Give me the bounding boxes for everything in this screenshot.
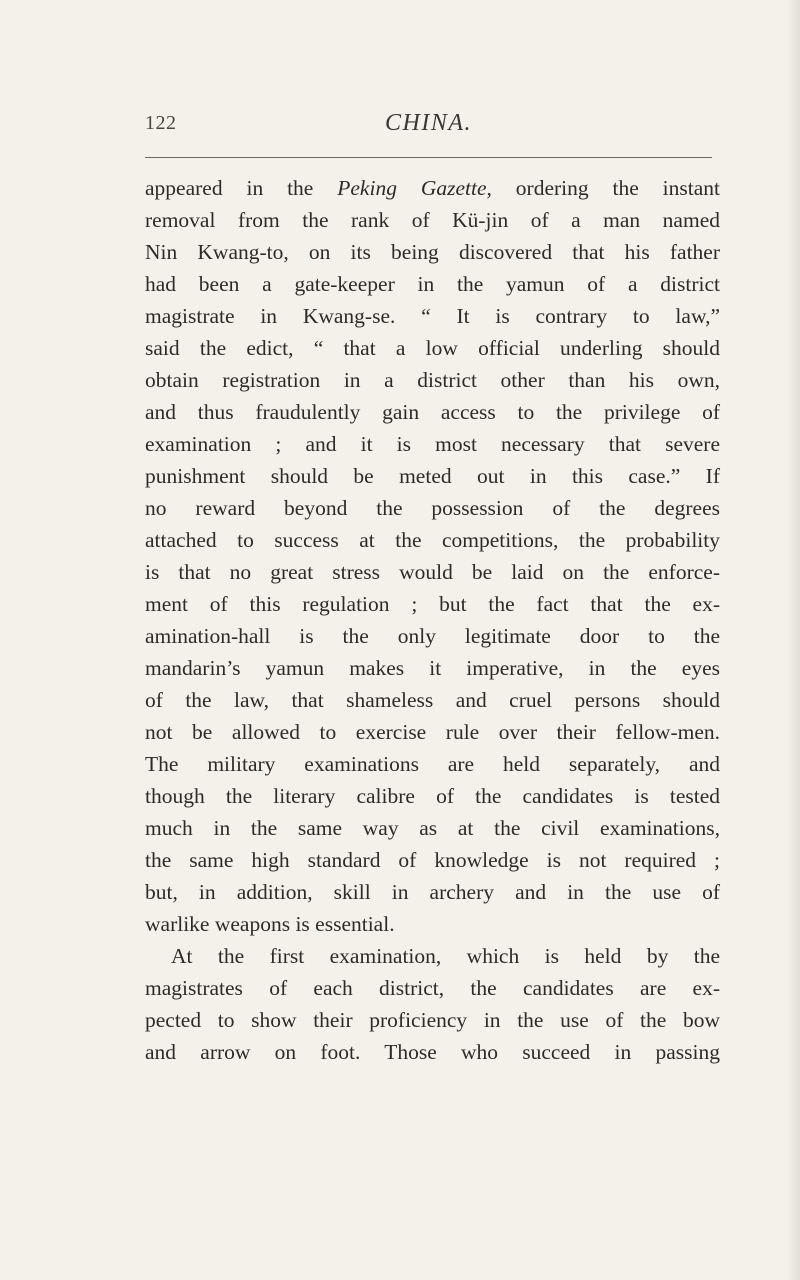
text-line: much in the same way as at the civil examinations, — [145, 816, 720, 840]
text-line: of the law, that shameless and cruel persons should — [145, 688, 720, 712]
text-line: not be allowed to exercise rule over their fellow-men. — [145, 720, 720, 744]
text-line: ment of this regulation ; but the fact that the ex- — [145, 592, 720, 616]
page-number: 122 — [145, 112, 177, 134]
text-line: is that no great stress would be laid on the enforce- — [145, 560, 720, 584]
text-line: magistrates of each district, the candidates are ex- — [145, 976, 720, 1000]
text-line: pected to show their proficiency in the use of the bow — [145, 1008, 720, 1032]
text-line: though the literary calibre of the candidates is tested — [145, 784, 720, 808]
text-line: attached to success at the competitions, the probability — [145, 528, 720, 552]
text-line: obtain registration in a district other than his own, — [145, 368, 720, 392]
text-line: warlike weapons is essential. — [145, 912, 395, 936]
text-segment: appeared in the — [145, 176, 338, 200]
text-line: amination-hall is the only legitimate door to the — [145, 624, 720, 648]
text-line: and arrow on foot. Those who succeed in passing — [145, 1040, 720, 1064]
body-text — [145, 172, 720, 1068]
text-line: no reward beyond the possession of the degrees — [145, 496, 720, 520]
text-line: had been a gate-keeper in the yamun of a district — [145, 272, 720, 296]
running-head: CHINA. — [385, 110, 472, 136]
text-line: and thus fraudulently gain access to the privilege of — [145, 400, 720, 424]
text-line: removal from the rank of Kü-jin of a man named — [145, 208, 720, 232]
text-line: magistrate in Kwang-se. “ It is contrary to law,” — [145, 304, 720, 328]
text-line: examination ; and it is most necessary that severe — [145, 432, 720, 456]
text-line: Nin Kwang-to, on its being discovered that his father — [145, 240, 720, 264]
text-line: The military examinations are held separately, and — [145, 752, 720, 776]
text-line: said the edict, “ that a low official underling should — [145, 336, 720, 360]
text-line: mandarin’s yamun makes it imperative, in the eyes — [145, 656, 720, 680]
text-line — [145, 172, 720, 204]
page-edge-shadow — [786, 0, 800, 1280]
text-segment: , ordering the instant — [486, 176, 720, 200]
text-line: but, in addition, skill in archery and in the use of — [145, 880, 720, 904]
page-header — [145, 112, 712, 142]
text-line: the same high standard of knowledge is not required ; — [145, 848, 720, 872]
text-line: punishment should be meted out in this case.” If — [145, 464, 720, 488]
text-line: At the first examination, which is held by the — [171, 944, 720, 968]
publication-title: Peking Gazette — [337, 176, 487, 200]
header-rule — [145, 157, 712, 158]
